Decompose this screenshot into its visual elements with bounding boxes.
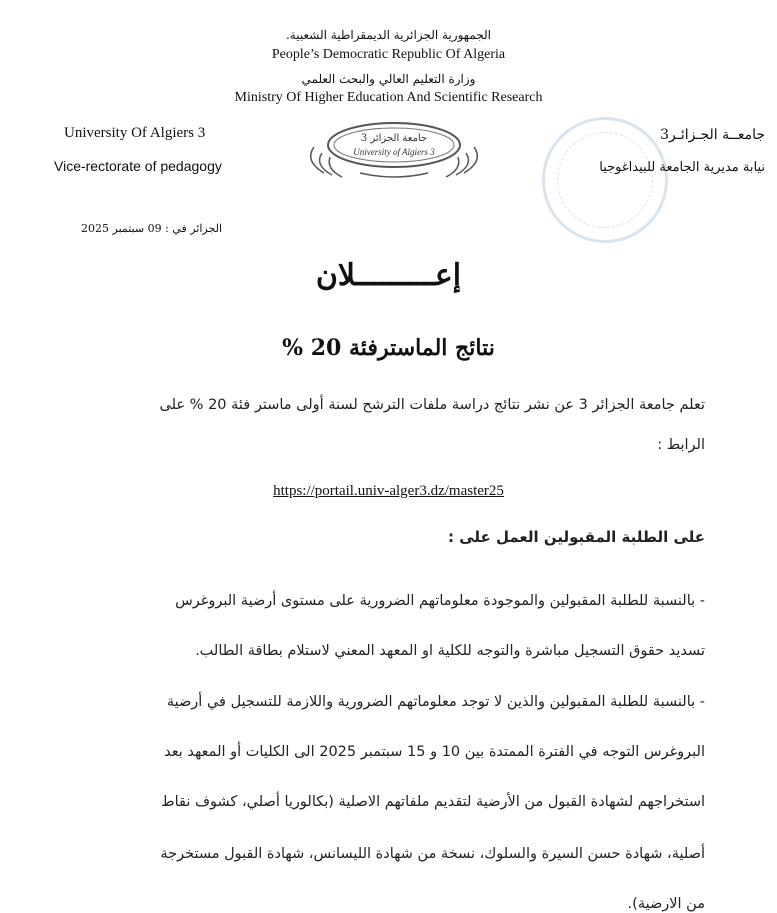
announcement-subtitle: نتائج الماسترفئة 20 %	[282, 335, 495, 361]
bullet-2-line-3: استخراجهم لشهادة القبول من الأرضية لتقديم ملفاتهم الاصلية (بكالوريا أصلي، كشوف نقاط	[161, 794, 705, 810]
results-link[interactable]: https://portail.univ-alger3.dz/master25	[273, 483, 504, 499]
bullet-2-line-1: - بالنسبة للطلبة المقبولين والذين لا توجد معلوماتهم الضرورية واللازمة للتسجيل في أرضية	[166, 694, 705, 710]
announcement-title: إعـــــــــلان	[315, 258, 462, 293]
ministry-en: Ministry Of Higher Education And Scientific Research	[234, 90, 543, 105]
logo-text-ar: جامعة الجزائر 3	[360, 133, 428, 144]
university-name-en: University Of Algiers 3	[64, 125, 206, 141]
bullet-2-line-2: البروغرس التوجه في الفترة الممتدة بين 10 و 15 سبتمبر 2025 الى الكليات أو المعهد بعد	[164, 744, 705, 760]
bullet-1-line-1: - بالنسبة للطلبة المقبولين والموجودة معلوماتهم الضرورية على مستوى أرضية البروغرس	[175, 593, 705, 609]
vice-rectorate-ar: نيابة مديرية الجامعة للبيداغوجيا	[599, 160, 765, 175]
bullet-1-line-2: تسديد حقوق التسجيل مباشرة والتوجه للكلية او المعهد المعني لاستلام بطاقة الطالب.	[195, 643, 705, 659]
intro-line-2: الرابط :	[657, 437, 705, 453]
republic-ar: الجمهورية الجزائرية الديمقراطية الشعبية.	[285, 28, 491, 42]
university-name-ar: جامعــة الجـزائـر3	[660, 127, 765, 143]
stamp-seal	[542, 117, 668, 243]
ministry-ar: وزارة التعليم العالي والبحث العلمي	[301, 72, 476, 86]
bullet-2-line-5: من الارضية).	[627, 896, 705, 912]
logo-text-en: University of Algiers 3	[353, 147, 435, 157]
accepted-students-heading: على الطلبة المقبولين العمل على :	[447, 528, 705, 546]
vice-rectorate-en: Vice-rectorate of pedagogy	[54, 158, 222, 174]
document-date: الجزائر في : 09 سبتمبر 2025	[81, 222, 222, 235]
intro-line-1: تعلم جامعة الجزائر 3 عن نشر نتائج دراسة ملفات الترشح لسنة أولى ماستر فئة 20 % على	[159, 397, 705, 413]
bullet-2-line-4: أصلية، شهادة حسن السيرة والسلوك، نسخة من شهادة الليسانس، شهادة القبول مستخرجة	[160, 846, 705, 862]
republic-en: People’s Democratic Republic Of Algeria	[271, 47, 506, 62]
university-logo	[300, 117, 488, 181]
